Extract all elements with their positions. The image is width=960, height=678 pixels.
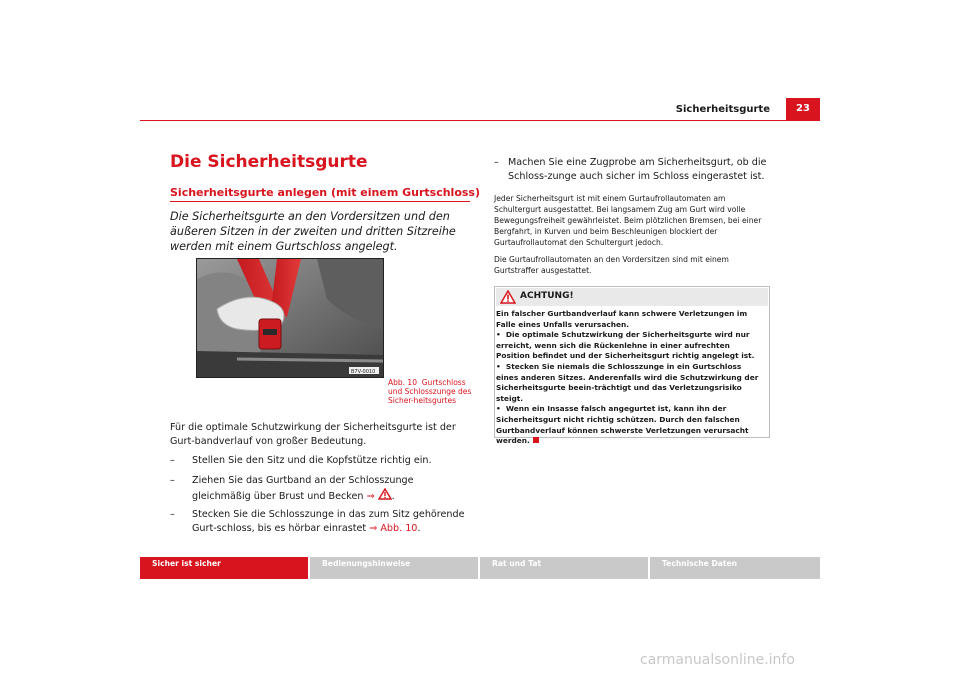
page-number: 23 (786, 98, 820, 120)
footer-tab-bedienungshinweise[interactable]: Bedienungshinweise (310, 557, 478, 579)
section-title: Sicherheitsgurte anlegen (mit einem Gurtschloss) (170, 186, 481, 199)
watermark: carmanualsonline.info (640, 652, 795, 668)
figure-seatbelt-image (196, 258, 384, 378)
warning-bullet-text: Wenn ein Insasse falsch angegurtet ist, kann ihn der Sicherheitsgurt nicht richtig schützen. Durch den falschen Gurtbandverlauf können schwerste Verletzungen verursacht werden. (496, 404, 749, 446)
figure-code: B7V-0010 (351, 369, 376, 375)
step-text: Stecken Sie die Schlosszunge in das zum Sitz gehörende Gurt-schloss, bis es hörbar einrastet (192, 509, 465, 534)
step-dash: – (170, 509, 175, 520)
body-paragraph: Jeder Sicherheitsgurt ist mit einem Gurtaufrollautomaten am Schultergurt ausgestattet. Bei langsamem Zug am Gurt wird volle Bewegungsfreiheit gewährleistet. Beim plötzlichen Bremsen, bei einer Bergfahrt, in Kurven und beim Beschleunigen blockiert der Gurtaufrollautomat den Schultergurt jedoch. (494, 194, 762, 247)
warning-bullet (496, 362, 766, 404)
footer-tab-technische-daten[interactable]: Technische Daten (650, 557, 820, 579)
warning-bullet-text: Die optimale Schutzwirkung der Sicherheitsgurte wird nur erreicht, wenn sich die Rückenlehne in einer aufrechten Position befindet und der Sicherheitsgurt richtig angelegt ist. (496, 330, 755, 361)
warning-body (496, 309, 766, 447)
header-rule (140, 120, 820, 121)
warning-triangle-icon (378, 488, 392, 500)
warning-bullet (496, 404, 766, 446)
ref-arrow: ⇒ (369, 523, 378, 534)
figure-reference-link[interactable]: Abb. 10 (380, 523, 418, 534)
step-text: Stellen Sie den Sitz und die Kopfstütze richtig ein. (192, 455, 432, 466)
figure-caption-number: Abb. 10 (388, 378, 417, 387)
warning-bullet (496, 330, 766, 362)
seatbelt-illustration (197, 259, 383, 377)
step-item (170, 508, 470, 536)
bullet-mark: • (496, 404, 501, 414)
body-paragraph: Die Gurtaufrollautomaten an den Vordersitzen sind mit einem Gurtstraffer ausgestattet. (494, 255, 729, 275)
ref-arrow: ⇒ (366, 491, 375, 502)
header-title: Sicherheitsgurte (675, 104, 770, 115)
warning-triangle-icon (500, 289, 516, 308)
step-item (170, 454, 470, 468)
footer-tab-sicher-ist-sicher[interactable]: Sicher ist sicher (140, 557, 308, 579)
step-end: . (391, 491, 395, 502)
step-text-container (192, 508, 470, 536)
main-title: Die Sicherheitsgurte (170, 152, 368, 172)
step-text-container (192, 474, 470, 504)
intro-text: Die Sicherheitsgurte an den Vordersitzen und den äußeren Sitzen in der zweiten und dritten Sitzreihe werden mit einem Gurtschloss angelegt. (170, 210, 456, 253)
end-square-icon (533, 437, 539, 443)
step-text: Machen Sie eine Zugprobe am Sicherheitsgurt, ob die Schloss-zunge auch sicher im Schloss eingerastet ist. (508, 157, 767, 182)
section-rule (170, 201, 470, 202)
warning-bullet-text: Stecken Sie niemals die Schlosszunge in ein Gurtschloss eines anderen Sitzes. Anderenfalls wird die Schutzwirkung der Sicherheitsgurte beein-trächtigt und das Verletzungsrisiko steigt. (496, 361, 759, 403)
step-end: . (417, 523, 421, 534)
bullet-mark: • (496, 361, 501, 371)
footer-tab-rat-und-tat[interactable]: Rat und Tat (480, 557, 648, 579)
figure-caption (388, 378, 472, 405)
step-text: Ziehen Sie das Gurtband an der Schlosszunge gleichmäßig über Brust und Becken (192, 475, 414, 502)
step-dash: – (494, 157, 499, 168)
step-item (494, 156, 772, 184)
figure-caption-text: Gurtschloss und Schlosszunge des Sicher-heitsgurtes (388, 378, 472, 405)
bullet-mark: • (496, 330, 501, 340)
step-item (170, 474, 470, 504)
step-dash: – (170, 475, 175, 486)
warning-title: ACHTUNG! (520, 291, 574, 301)
warning-lead: Ein falscher Gurtbandverlauf kann schwere Verletzungen im Falle eines Unfalls verursachen. (496, 309, 748, 329)
step-dash: – (170, 455, 175, 466)
body-paragraph: Für die optimale Schutzwirkung der Sicherheitsgurte ist der Gurt-bandverlauf von großer Bedeutung. (170, 422, 456, 447)
